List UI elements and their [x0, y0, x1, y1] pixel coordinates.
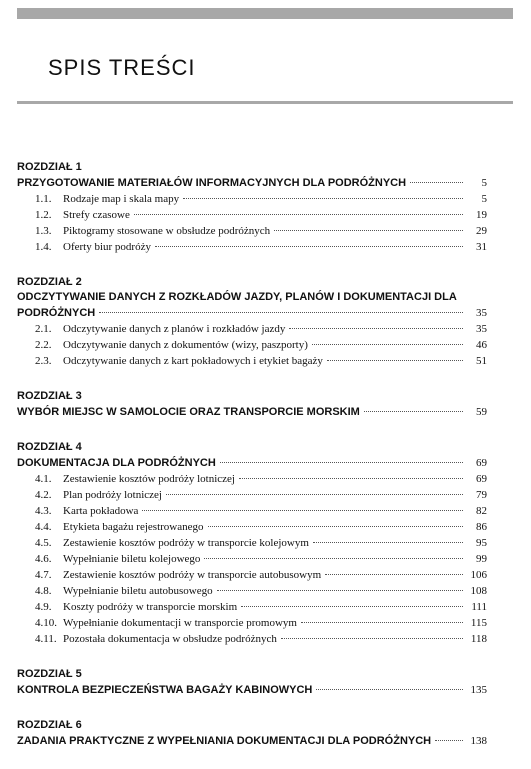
dot-leader	[274, 230, 463, 231]
chapter-label: ROZDZIAŁ 6	[17, 719, 82, 731]
dot-leader	[312, 344, 463, 345]
section-title: Pozostała dokumentacja w obsłudze podróżnych	[63, 633, 277, 645]
section-number: 4.10.	[35, 617, 57, 629]
section-title: Wypełnianie dokumentacji w transporcie promowym	[63, 617, 297, 629]
section-title: Etykieta bagażu rejestrowanego	[63, 521, 204, 533]
dot-leader	[166, 494, 463, 495]
page-number: 51	[476, 355, 487, 367]
chapter-entry[interactable]	[17, 733, 487, 749]
title-rule	[17, 101, 513, 104]
section-entry[interactable]	[17, 503, 487, 519]
dot-leader	[220, 462, 463, 463]
chapter-label: ROZDZIAŁ 5	[17, 668, 82, 680]
section-number: 4.7.	[35, 569, 52, 581]
page-number: 31	[476, 241, 487, 253]
dot-leader	[208, 526, 464, 527]
chapter-title: KONTROLA BEZPIECZEŃSTWA BAGAŻY KABINOWYCH	[17, 684, 313, 696]
section-number: 1.2.	[35, 209, 52, 221]
section-number: 4.4.	[35, 521, 52, 533]
dot-leader	[239, 478, 463, 479]
header-bar	[17, 8, 513, 19]
dot-leader	[155, 246, 463, 247]
chapter-title: PODRÓŻNYCH	[17, 307, 96, 319]
chapter-title: ZADANIA PRAKTYCZNE Z WYPEŁNIANIA DOKUMENTACJI DLA PODRÓŻNYCH	[17, 735, 432, 747]
section-number: 4.1.	[35, 473, 52, 485]
dot-leader	[316, 689, 463, 690]
chapter-entry[interactable]	[17, 682, 487, 698]
page-number: 95	[476, 537, 487, 549]
chapter-entry[interactable]	[17, 455, 487, 471]
section-entry[interactable]	[17, 631, 487, 647]
section-number: 4.2.	[35, 489, 52, 501]
dot-leader	[217, 590, 463, 591]
chapter-label: ROZDZIAŁ 1	[17, 161, 82, 173]
dot-leader	[289, 328, 463, 329]
chapter-block	[17, 160, 487, 255]
section-number: 4.6.	[35, 553, 52, 565]
chapter-title-line: ODCZYTYWANIE DANYCH Z ROZKŁADÓW JAZDY, PLANÓW I DOKUMENTACJI DLA	[17, 291, 457, 303]
page-number: 82	[476, 505, 487, 517]
section-number: 1.3.	[35, 225, 52, 237]
dot-leader	[134, 214, 463, 215]
section-number: 4.9.	[35, 601, 52, 613]
section-title: Odczytywanie danych z kart pokładowych i etykiet bagaży	[63, 355, 323, 367]
page-number: 99	[476, 553, 487, 565]
page-number: 106	[470, 569, 487, 581]
section-entry[interactable]	[17, 567, 487, 583]
section-entry[interactable]	[17, 321, 487, 337]
section-title: Zestawienie kosztów podróży lotniczej	[63, 473, 235, 485]
section-title: Zestawienie kosztów podróży w transporcie kolejowym	[63, 537, 309, 549]
dot-leader	[327, 360, 463, 361]
dot-leader	[410, 182, 463, 183]
chapter-label: ROZDZIAŁ 2	[17, 276, 82, 288]
chapter-block	[17, 275, 487, 369]
page-number: 69	[476, 457, 487, 469]
section-number: 1.4.	[35, 241, 52, 253]
section-number: 4.11.	[35, 633, 57, 645]
page-number: 86	[476, 521, 487, 533]
section-entry[interactable]	[17, 223, 487, 239]
section-title: Wypełnianie biletu kolejowego	[63, 553, 201, 565]
page-number: 138	[470, 735, 487, 747]
page-number: 135	[470, 684, 487, 696]
dot-leader	[142, 510, 463, 511]
chapter-block	[17, 667, 487, 698]
page-number: 5	[481, 193, 487, 205]
chapter-entry[interactable]	[17, 175, 487, 191]
chapter-entry[interactable]	[17, 404, 487, 420]
section-title: Koszty podróży w transporcie morskim	[63, 601, 238, 613]
section-entry[interactable]	[17, 353, 487, 369]
section-entry[interactable]	[17, 535, 487, 551]
dot-leader	[301, 622, 463, 623]
dot-leader	[364, 411, 463, 412]
dot-leader	[313, 542, 463, 543]
page-number: 69	[476, 473, 487, 485]
section-entry[interactable]	[17, 551, 487, 567]
section-title: Oferty biur podróży	[63, 241, 151, 253]
table-of-contents	[17, 160, 487, 769]
section-number: 4.3.	[35, 505, 52, 517]
dot-leader	[435, 740, 463, 741]
chapter-label: ROZDZIAŁ 4	[17, 441, 82, 453]
section-entry[interactable]	[17, 599, 487, 615]
section-title: Odczytywanie danych z planów i rozkładów jazdy	[63, 323, 286, 335]
section-title: Piktogramy stosowane w obsłudze podróżnych	[63, 225, 271, 237]
chapter-title: WYBÓR MIEJSC W SAMOLOCIE ORAZ TRANSPORCIE MORSKIM	[17, 406, 360, 418]
chapter-entry[interactable]	[17, 305, 487, 321]
page-number: 108	[470, 585, 487, 597]
dot-leader	[204, 558, 463, 559]
page-number: 5	[481, 177, 487, 189]
section-number: 4.5.	[35, 537, 52, 549]
chapter-block	[17, 440, 487, 647]
dot-leader	[99, 312, 463, 313]
section-entry[interactable]	[17, 471, 487, 487]
section-entry[interactable]	[17, 487, 487, 503]
page-number: 111	[471, 601, 487, 613]
section-entry[interactable]	[17, 207, 487, 223]
section-number: 2.3.	[35, 355, 52, 367]
page-number: 35	[476, 323, 487, 335]
page-title: SPIS TREŚCI	[48, 55, 196, 80]
page-number: 29	[476, 225, 487, 237]
section-title: Wypełnianie biletu autobusowego	[63, 585, 213, 597]
dot-leader	[325, 574, 463, 575]
section-entry[interactable]	[17, 239, 487, 255]
section-number: 2.2.	[35, 339, 52, 351]
page-number: 19	[476, 209, 487, 221]
section-title: Plan podróży lotniczej	[63, 489, 162, 501]
section-title: Karta pokładowa	[63, 505, 139, 517]
dot-leader	[183, 198, 463, 199]
section-number: 4.8.	[35, 585, 52, 597]
page-number: 46	[476, 339, 487, 351]
section-title: Zestawienie kosztów podróży w transporcie autobusowym	[63, 569, 322, 581]
section-entry[interactable]	[17, 583, 487, 599]
section-entry[interactable]	[17, 191, 487, 207]
page-number: 59	[476, 406, 487, 418]
section-title: Strefy czasowe	[63, 209, 130, 221]
chapter-block	[17, 389, 487, 420]
section-entry[interactable]	[17, 615, 487, 631]
dot-leader	[241, 606, 463, 607]
chapter-label: ROZDZIAŁ 3	[17, 390, 82, 402]
page-number: 79	[476, 489, 487, 501]
section-entry[interactable]	[17, 519, 487, 535]
chapter-title: PRZYGOTOWANIE MATERIAŁÓW INFORMACYJNYCH DLA PODRÓŻNYCH	[17, 177, 407, 189]
section-number: 2.1.	[35, 323, 52, 335]
chapter-title: DOKUMENTACJA DLA PODRÓŻNYCH	[17, 457, 216, 469]
page-number: 115	[470, 617, 487, 629]
section-title: Odczytywanie danych z dokumentów (wizy, paszporty)	[63, 339, 308, 351]
page-number: 35	[476, 307, 487, 319]
section-number: 1.1.	[35, 193, 52, 205]
section-title: Rodzaje map i skala mapy	[63, 193, 180, 205]
page-number: 118	[470, 633, 487, 645]
section-entry[interactable]	[17, 337, 487, 353]
dot-leader	[281, 638, 463, 639]
